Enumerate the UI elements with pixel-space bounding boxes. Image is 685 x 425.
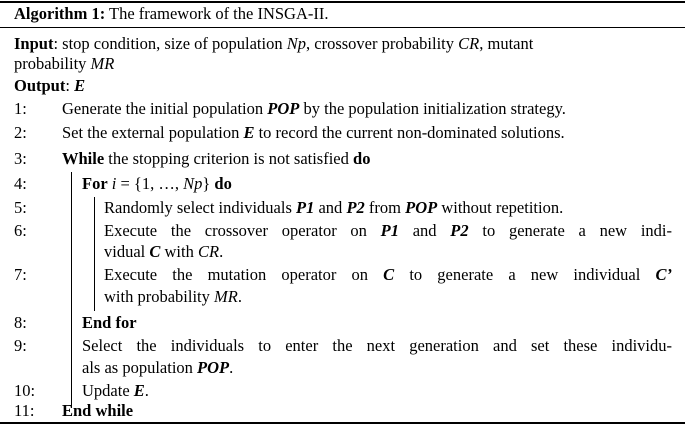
step-number: 9: [14,336,27,355]
step-text: and [314,198,347,217]
step-text: Execute the crossover operator on [104,221,381,240]
step-text: als as population [82,358,198,377]
var-p2: P2 [450,221,469,240]
input-text-3: , mutant [479,34,534,53]
output-value: E [74,76,86,95]
var-i: i [111,174,117,193]
input-text-4: probability [14,54,91,73]
var-pop: POP [197,358,230,377]
step-text: without repetition. [437,198,564,217]
step-10 [82,381,149,401]
step-number: 1: [14,99,27,118]
step-2 [62,123,565,143]
step-5 [104,198,563,218]
step-text: Select the individuals to enter the next generation and set these individu- [82,336,672,355]
var-c: C [149,242,161,261]
step-text: } [202,174,215,193]
step-9-line-2 [82,358,233,378]
title-rule [0,27,685,28]
step-number: 4: [14,174,27,193]
step-text: Randomly select individuals [104,198,297,217]
step-11: End while [62,401,134,420]
step-text: = {1, …, [116,174,184,193]
var-pop: POP [267,99,300,118]
input-text-2: , crossover probability [306,34,459,53]
var-p1: P1 [296,198,315,217]
input-colon: : [53,34,59,53]
step-text: to generate a new indi- [468,221,672,240]
step-text: the stopping criterion is not satisfied [104,149,354,168]
step-number: 3: [14,149,27,168]
step-text: vidual [104,242,150,261]
step-text: . [237,287,242,306]
output-colon: : [65,76,70,95]
step-number: 6: [14,221,27,240]
keyword-while: While [62,149,105,168]
top-rule [0,1,685,3]
input-line-1 [14,34,674,54]
step-number: 10: [14,381,36,400]
bottom-rule [0,422,685,424]
step-text: Generate the initial population [62,99,268,118]
step-number: 5: [14,198,27,217]
keyword-for: For [82,174,108,193]
step-8: End for [82,313,137,332]
var-c: C [383,265,395,284]
output-line [14,76,85,96]
keyword-do: do [214,174,232,193]
output-label: Output [14,76,66,95]
var-cr: CR [197,242,220,261]
for-block-bar [94,197,95,311]
var-p1: P1 [380,221,399,240]
step-text: by the population initialization strategy. [299,99,566,118]
step-1 [62,99,566,119]
step-text: from [364,198,406,217]
algorithm-caption: The framework of the INSGA-II. [109,4,329,23]
input-cr: CR [458,34,480,53]
step-number: 7: [14,265,27,284]
input-line-2 [14,54,114,74]
step-number: 11: [14,401,35,420]
input-text-1: stop condition, size of population [58,34,287,53]
input-label: Input [14,34,54,53]
step-6-line-1 [104,221,672,241]
step-text: . [144,381,149,400]
algorithm-title [14,4,329,24]
var-pop: POP [405,198,438,217]
var-c-prime: C’ [655,265,672,284]
step-7-line-1 [104,265,672,285]
step-number: 8: [14,313,27,332]
while-block-bar [71,172,72,408]
input-mr: MR [90,54,115,73]
step-text: . [229,358,234,377]
step-text: to generate a new individual [394,265,656,284]
step-7-line-2 [104,287,242,307]
var-mr: MR [214,287,238,306]
step-4 [82,174,232,194]
step-text: Set the external population [62,123,244,142]
step-text: and [399,221,451,240]
step-text: . [219,242,224,261]
var-np: Np [183,174,203,193]
step-text: to record the current non-dominated solutions. [254,123,565,142]
step-9-line-1 [82,336,672,356]
step-number: 2: [14,123,27,142]
step-text: with probability [104,287,214,306]
input-np: Np [286,34,306,53]
algorithm-label: Algorithm 1: [14,4,106,23]
var-e: E [133,381,145,400]
step-text: Execute the mutation operator on [104,265,384,284]
keyword-do: do [353,149,371,168]
var-p2: P2 [346,198,365,217]
step-6-line-2 [104,242,223,262]
step-text: Update [82,381,134,400]
var-e: E [243,123,255,142]
step-3 [62,149,370,169]
step-text: with [160,242,198,261]
